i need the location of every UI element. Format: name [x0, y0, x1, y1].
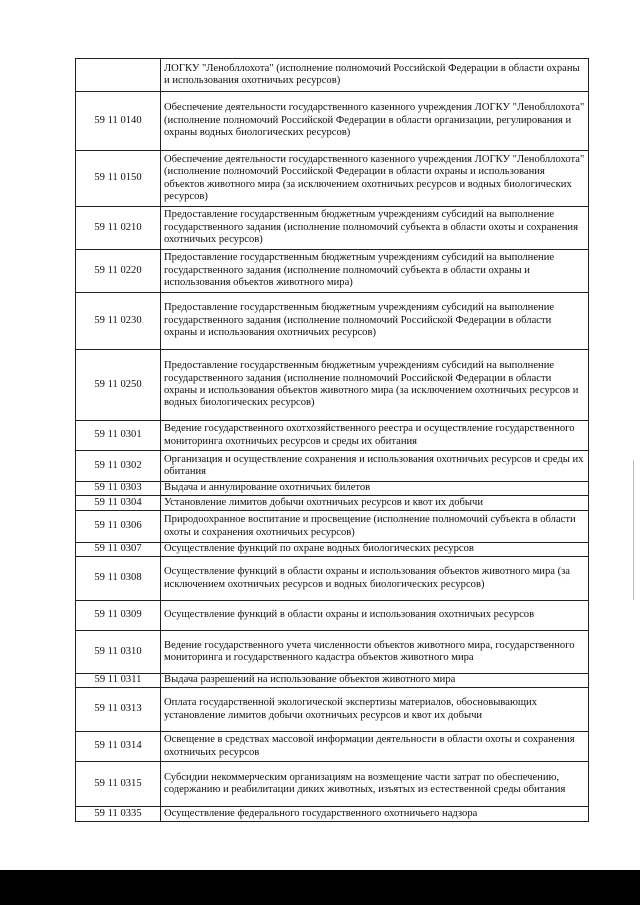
table-row — [76, 762, 589, 807]
table-row — [76, 482, 589, 496]
table-row — [76, 543, 589, 557]
description-cell: Выдача разрешений на использование объектов животного мира — [161, 674, 589, 688]
table-row — [76, 207, 589, 250]
table-row — [76, 631, 589, 674]
scan-edge-line — [633, 460, 634, 600]
description-cell: Осуществление функций в области охраны и использования объектов животного мира (за исключением охотничьих ресурсов и водных биологических ресурсов) — [161, 557, 589, 601]
description-cell: Предоставление государственным бюджетным учреждениям субсидий на выполнение государственного задания (исполнение полномочий субъекта в области охоты и сохранения охотничьих ресурсов) — [161, 207, 589, 250]
code-cell: 59 11 0250 — [76, 350, 161, 421]
table-row — [76, 688, 589, 732]
code-cell: 59 11 0303 — [76, 482, 161, 496]
table-row — [76, 451, 589, 482]
table-row — [76, 293, 589, 350]
table-row — [76, 59, 589, 92]
description-cell: Осуществление функций в области охраны и использования охотничьих ресурсов — [161, 601, 589, 631]
code-cell: 59 11 0306 — [76, 511, 161, 543]
table-row — [76, 350, 589, 421]
description-cell: Обеспечение деятельности государственного казенного учреждения ЛОГКУ "Ленобллохота" (исполнение полномочий Российской Федерации в области организации, регулирования и охраны водных биологических ресурсов) — [161, 92, 589, 151]
budget-codes-table — [75, 58, 589, 822]
code-cell: 59 11 0301 — [76, 421, 161, 451]
code-cell: 59 11 0309 — [76, 601, 161, 631]
code-cell: 59 11 0220 — [76, 250, 161, 293]
code-cell: 59 11 0150 — [76, 151, 161, 207]
description-cell: Освещение в средствах массовой информации деятельности в области охоты и сохранения охотничьих ресурсов — [161, 732, 589, 762]
code-cell: 59 11 0310 — [76, 631, 161, 674]
description-cell: Предоставление государственным бюджетным учреждениям субсидий на выполнение государственного задания (исполнение полномочий субъекта в области охраны и использования объектов животного мира) — [161, 250, 589, 293]
description-cell: Ведение государственного учета численности объектов животного мира, государственного мониторинга и государственного кадастра объектов животного мира — [161, 631, 589, 674]
description-cell: Предоставление государственным бюджетным учреждениям субсидий на выполнение государственного задания (исполнение полномочий Российской Федерации в области охраны и использования охотничьих ресурсов) — [161, 293, 589, 350]
code-cell: 59 11 0308 — [76, 557, 161, 601]
table-row — [76, 511, 589, 543]
table-row — [76, 674, 589, 688]
table-row — [76, 807, 589, 822]
code-cell: 59 11 0307 — [76, 543, 161, 557]
description-cell: Оплата государственной экологической экспертизы материалов, обосновывающих установление лимитов добычи охотничьих ресурсов и квот их добычи — [161, 688, 589, 732]
code-cell: 59 11 0304 — [76, 496, 161, 511]
table-row — [76, 92, 589, 151]
code-cell: 59 11 0335 — [76, 807, 161, 822]
code-cell: 59 11 0314 — [76, 732, 161, 762]
table-row — [76, 250, 589, 293]
code-cell: 59 11 0140 — [76, 92, 161, 151]
code-cell: 59 11 0315 — [76, 762, 161, 807]
table-row — [76, 601, 589, 631]
table-row — [76, 732, 589, 762]
description-cell: Осуществление федерального государственного охотничьего надзора — [161, 807, 589, 822]
code-cell: 59 11 0313 — [76, 688, 161, 732]
description-cell: Обеспечение деятельности государственного казенного учреждения ЛОГКУ "Ленобллохота" (исполнение полномочий Российской Федерации в области охраны и использования объектов животного мира (за исключением охотничьих ресурсов и водных биологических ресурсов) — [161, 151, 589, 207]
description-cell: Выдача и аннулирование охотничьих билетов — [161, 482, 589, 496]
description-cell: Предоставление государственным бюджетным учреждениям субсидий на выполнение государственного задания (исполнение полномочий Российской Федерации в области охраны и использования объектов животного мира (за исключением охотничьих ресурсов и водных биологических ресурсов) — [161, 350, 589, 421]
scan-bottom-band — [0, 870, 640, 905]
description-cell: Ведение государственного охотхозяйственного реестра и осуществление государственного мониторинга охотничьих ресурсов и среды их обитания — [161, 421, 589, 451]
description-cell: Природоохранное воспитание и просвещение (исполнение полномочий субъекта в области охоты и сохранения охотничьих ресурсов) — [161, 511, 589, 543]
code-cell: 59 11 0210 — [76, 207, 161, 250]
code-cell: 59 11 0230 — [76, 293, 161, 350]
description-cell: ЛОГКУ "Ленобллохота" (исполнение полномочий Российской Федерации в области охраны и использования охотничьих ресурсов) — [161, 59, 589, 92]
table-row — [76, 151, 589, 207]
table-row — [76, 496, 589, 511]
table-row — [76, 557, 589, 601]
description-cell: Установление лимитов добычи охотничьих ресурсов и квот их добычи — [161, 496, 589, 511]
description-cell: Организация и осуществление сохранения и использования охотничьих ресурсов и среды их обитания — [161, 451, 589, 482]
description-cell: Осуществление функций по охране водных биологических ресурсов — [161, 543, 589, 557]
code-cell: 59 11 0311 — [76, 674, 161, 688]
table-row — [76, 421, 589, 451]
code-cell — [76, 59, 161, 92]
description-cell: Субсидии некоммерческим организациям на возмещение части затрат по обеспечению, содержанию и реабилитации диких животных, изъятых из естественной среды обитания — [161, 762, 589, 807]
code-cell: 59 11 0302 — [76, 451, 161, 482]
